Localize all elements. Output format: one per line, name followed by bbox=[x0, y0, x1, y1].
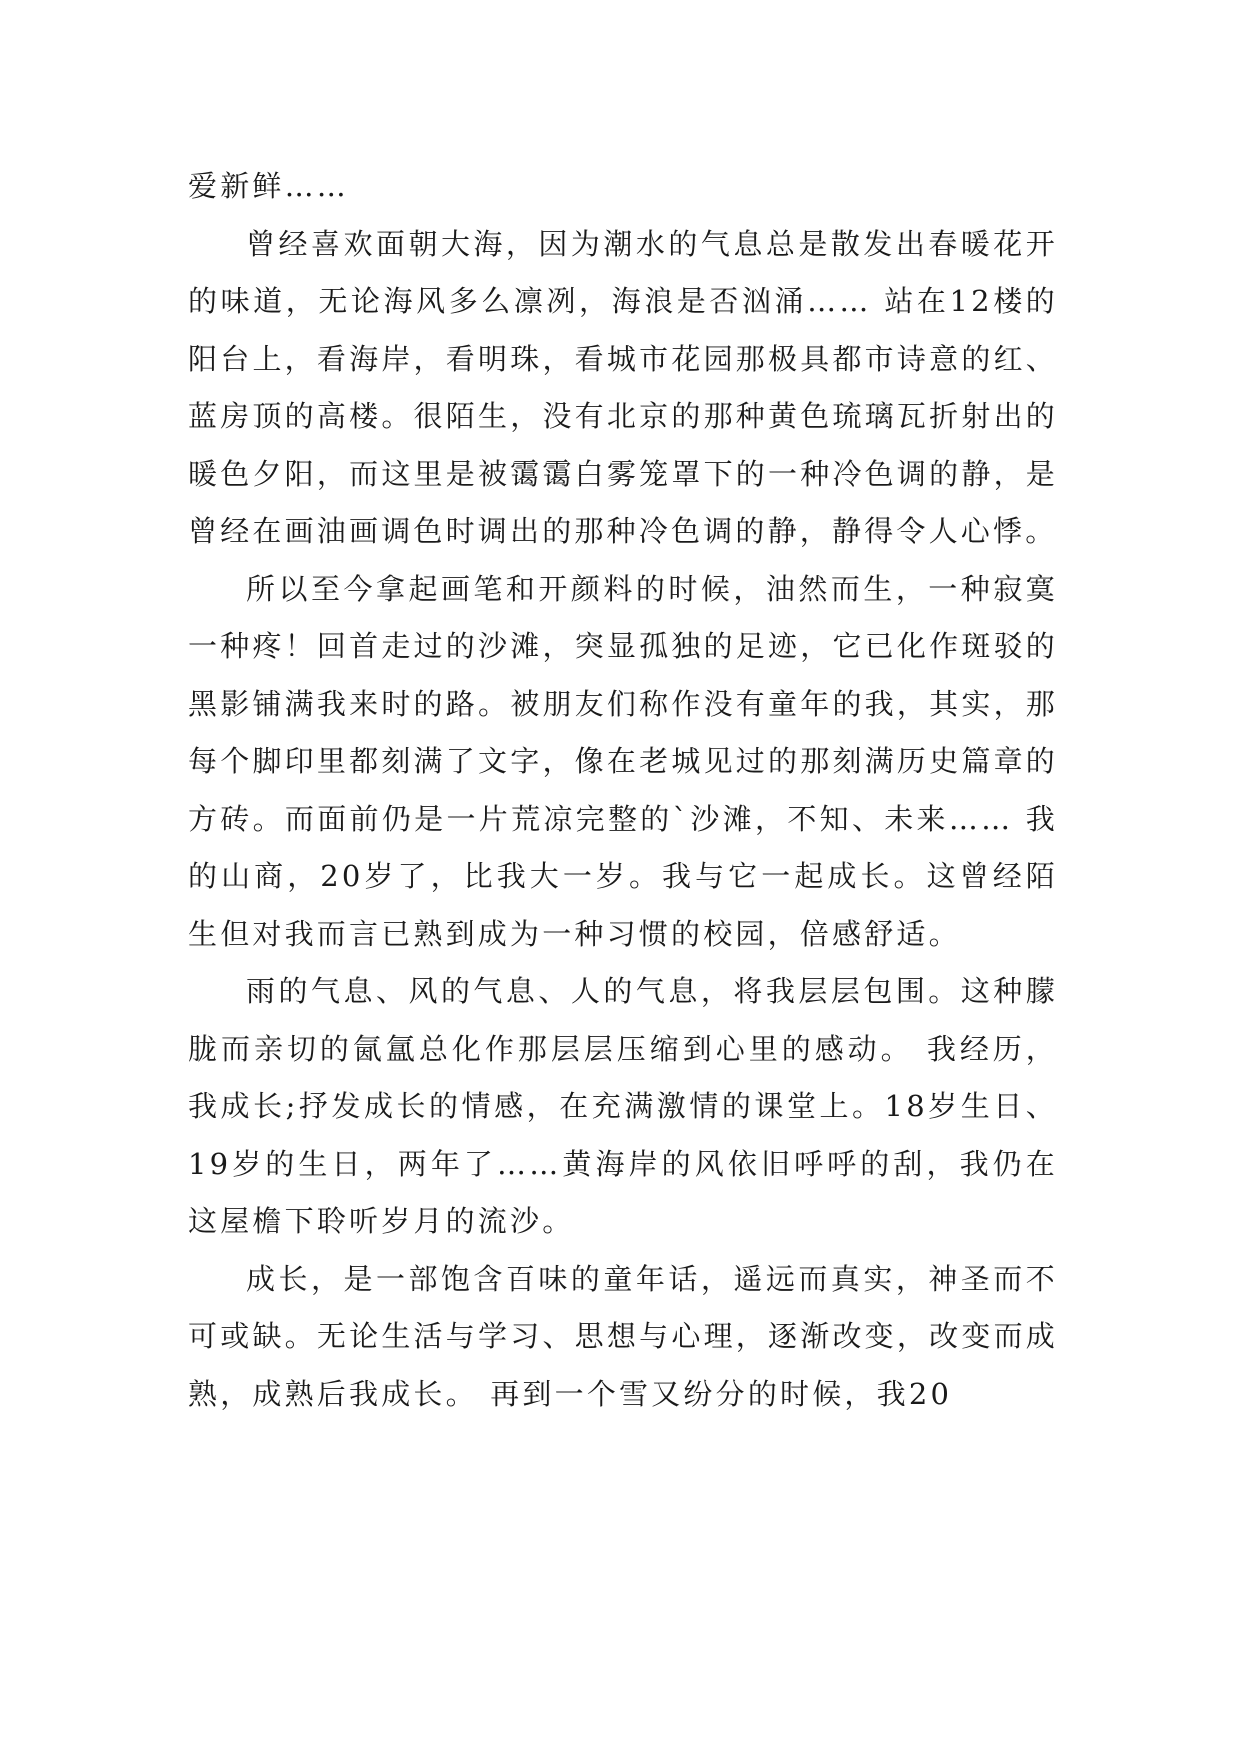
paragraph-4: 雨的气息、风的气息、人的气息，将我层层包围。这种朦胧而亲切的氤氲总化作那层层压缩到心里的感动。 我经历，我成长;抒发成长的情感，在充满激情的课堂上。18岁生日、19岁的生日，两年了……黄海岸的风依旧呼呼的刮，我仍在这屋檐下聆听岁月的流沙。 bbox=[188, 974, 1058, 1238]
paragraph-5: 成长，是一部饱含百味的童年话，遥远而真实，神圣而不可或缺。无论生活与学习、思想与心理，逐渐改变，改变而成熟，成熟后我成长。 再到一个雪又纷分的时候，我20 bbox=[188, 1261, 1058, 1411]
paragraph-2: 曾经喜欢面朝大海，因为潮水的气息总是散发出春暖花开的味道，无论海风多么凛冽，海浪是否汹涌…… 站在12楼的阳台上，看海岸，看明珠，看城市花园那极具都市诗意的红、蓝房顶的高楼。很陌生，没有北京的那种黄色琉璃瓦折射出的暖色夕阳，而这里是被霭霭白雾笼罩下的一种冷色调的静，是曾经在画油画调色时调出的那种冷色调的静，静得令人心悸。 bbox=[188, 226, 1058, 548]
paragraph-3: 所以至今拿起画笔和开颜料的时候，油然而生，一种寂寞一种疼！回首走过的沙滩，突显孤独的足迹，它已化作斑驳的黑影铺满我来时的路。被朋友们称作没有童年的我，其实，那每个脚印里都刻满了文字，像在老城见过的那刻满历史篇章的方砖。而面前仍是一片荒凉完整的`沙滩，不知、未来…… 我的山商，20岁了，比我大一岁。我与它一起成长。这曾经陌生但对我而言已熟到成为一种习惯的校园，倍感舒适。 bbox=[188, 571, 1058, 951]
paragraph-1: 爱新鲜…… bbox=[188, 169, 350, 203]
document-body bbox=[188, 158, 1058, 1423]
